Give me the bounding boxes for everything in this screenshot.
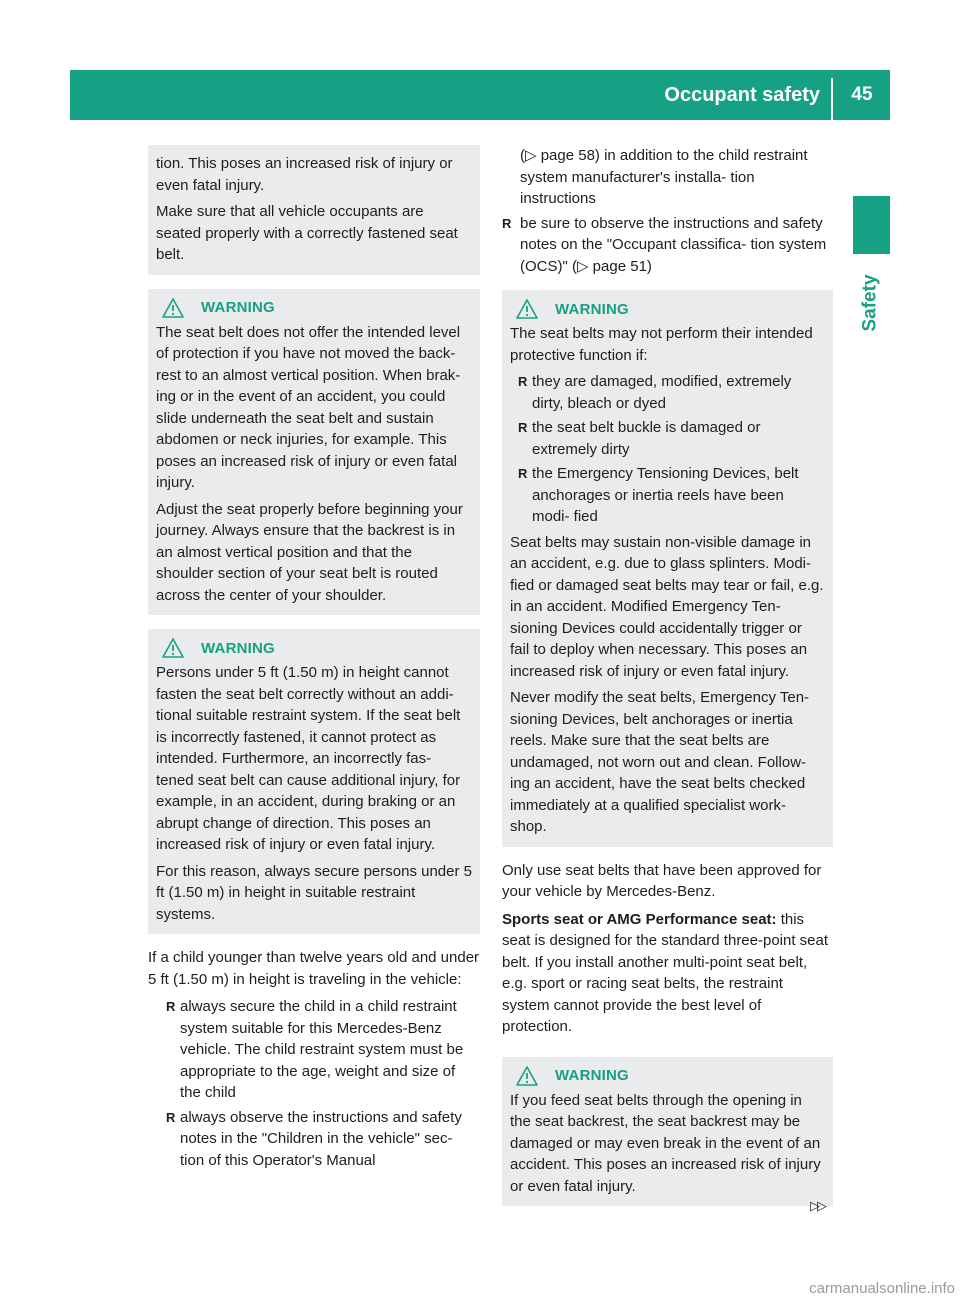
body-text: this seat is designed for the standard three-point seat belt. If you install another multi-point seat belt, e.g. sport or racing seat belts, the restraint system cannot provide the best level of protection. xyxy=(502,910,829,1035)
header-bar xyxy=(70,70,890,120)
body-paragraph xyxy=(502,909,833,1038)
list-item-text: the Emergency Tensioning Devices, belt anchorages or inertia reels have been modi- fied xyxy=(532,465,799,525)
continued-warning-box xyxy=(148,145,480,275)
continued-list-text: (▷ page 58) in addition to the child restraint system manufacturer's installa- tion instructions xyxy=(520,147,808,207)
warning-triangle-icon xyxy=(162,298,184,318)
paragraph: tion. This poses an increased risk of injury or even fatal injury. xyxy=(156,155,453,194)
warning-box xyxy=(502,290,833,847)
warning-triangle-icon xyxy=(516,1066,538,1086)
warning-header xyxy=(156,637,472,659)
bullet-list xyxy=(510,371,825,528)
warning-label: WARNING xyxy=(555,1067,629,1084)
list-item xyxy=(502,213,833,278)
chapter-label xyxy=(846,260,896,346)
warning-label: WARNING xyxy=(201,299,275,316)
section-title: Occupant safety xyxy=(664,83,820,106)
list-item xyxy=(510,417,825,460)
paragraph: For this reason, always secure persons under 5 ft (1.50 m) in height in suitable restraint systems. xyxy=(156,862,472,923)
list-item xyxy=(510,371,825,414)
body-paragraph: If a child younger than twelve years old and under 5 ft (1.50 m) in height is traveling in the vehicle: xyxy=(148,949,480,988)
warning-box xyxy=(502,1057,833,1207)
run-in-heading: Sports seat or AMG Performance seat: xyxy=(502,910,777,928)
paragraph: Persons under 5 ft (1.50 m) in height cannot fasten the seat belt correctly without an addi- tional suitable restraint system. If the seat belt is incorrectly fastened, it cannot protect as intended. Furthermore, an incorrectly fas- tened seat belt can cause additional injury, for example, in an accident, during braking or an abrupt change of direction. This poses an increased risk of injury or even fatal injury. xyxy=(156,664,461,853)
bullet-list xyxy=(148,996,480,1171)
warning-label: WARNING xyxy=(555,300,629,318)
warning-box xyxy=(148,629,480,934)
paragraph: The seat belt does not offer the intended level of protection if you have not moved the back- rest to an almost vertical position. When brak- ing or in the event of an accident, you could slide underneath the seat belt and sustain abdomen or neck injuries, for example. This poses an increased risk of injury or even fatal injury. xyxy=(156,323,461,491)
bullet-mark: R xyxy=(166,1109,176,1125)
header-separator xyxy=(831,78,833,120)
list-item xyxy=(148,1107,480,1172)
warning-triangle-icon xyxy=(516,299,538,319)
left-column xyxy=(148,145,480,1175)
chapter-label-text: Safety xyxy=(860,274,881,332)
bullet-mark: R xyxy=(166,999,176,1014)
paragraph: The seat belts may not perform their intended protective function if: xyxy=(510,325,813,364)
warning-triangle-icon xyxy=(162,638,184,658)
chapter-tab-marker xyxy=(853,196,890,254)
list-item-text: always secure the child in a child restraint system suitable for this Mercedes-Benz vehicle. The child restraint system must be appropriate to the age, weight and size of the child xyxy=(180,998,464,1101)
list-item-text: the seat belt buckle is damaged or extremely dirty xyxy=(532,419,761,458)
continue-arrows-icon: ▷▷ xyxy=(810,1198,824,1213)
watermark: carmanualsonline.info xyxy=(809,1280,955,1297)
right-column xyxy=(502,145,833,1219)
warning-header xyxy=(156,297,472,319)
warning-label: WARNING xyxy=(201,639,275,657)
bullet-mark: R xyxy=(518,466,528,481)
bullet-mark: R xyxy=(518,420,528,435)
body-paragraph: Only use seat belts that have been approved for your vehicle by Mercedes-Benz. xyxy=(502,861,822,900)
warning-header xyxy=(510,1065,825,1087)
warning-box xyxy=(148,289,480,616)
warning-header xyxy=(510,298,825,320)
bullet-mark: R xyxy=(518,374,528,389)
list-item-text: they are damaged, modified, extremely dirty, bleach or dyed xyxy=(532,373,792,412)
paragraph: Seat belts may sustain non-visible damage in an accident, e.g. due to glass splinters. Modi- fied or damaged seat belts may tear or fail, e.g. in an accident. Modified Emergency Ten- sioning Devices could accidentally trigger or fail to deploy when necessary. This poses an increased risk of injury or even fatal injury. xyxy=(510,533,824,680)
paragraph: Make sure that all vehicle occupants are seated properly with a correctly fastened seat belt. xyxy=(156,203,458,263)
bullet-mark: R xyxy=(502,215,512,231)
paragraph: If you feed seat belts through the opening in the seat backrest, the seat backrest may be damaged or may even break in the event of an accident. This poses an increased risk of injury or even fatal injury. xyxy=(510,1091,821,1195)
paragraph: Adjust the seat properly before beginning your journey. Always ensure that the backrest is in an almost vertical position and that the shoulder section of your seat belt is routed across the center of your shoulder. xyxy=(156,500,463,604)
list-item-text: be sure to observe the instructions and safety notes on the "Occupant classifica- tion system (OCS)" (▷ page 51) xyxy=(520,214,827,275)
list-item xyxy=(510,463,825,528)
paragraph: Never modify the seat belts, Emergency Ten- sioning Devices, belt anchorages or inertia reels. Make sure that the seat belts are undamaged, not worn out and clean. Follow- ing an accident, have the seat belts checked immediately at a qualified specialist work- shop. xyxy=(510,689,810,835)
page-number: 45 xyxy=(851,84,873,105)
list-item xyxy=(148,996,480,1104)
list-item-text: always observe the instructions and safety notes in the "Children in the vehicle" sec- tion of this Operator's Manual xyxy=(180,1108,462,1169)
